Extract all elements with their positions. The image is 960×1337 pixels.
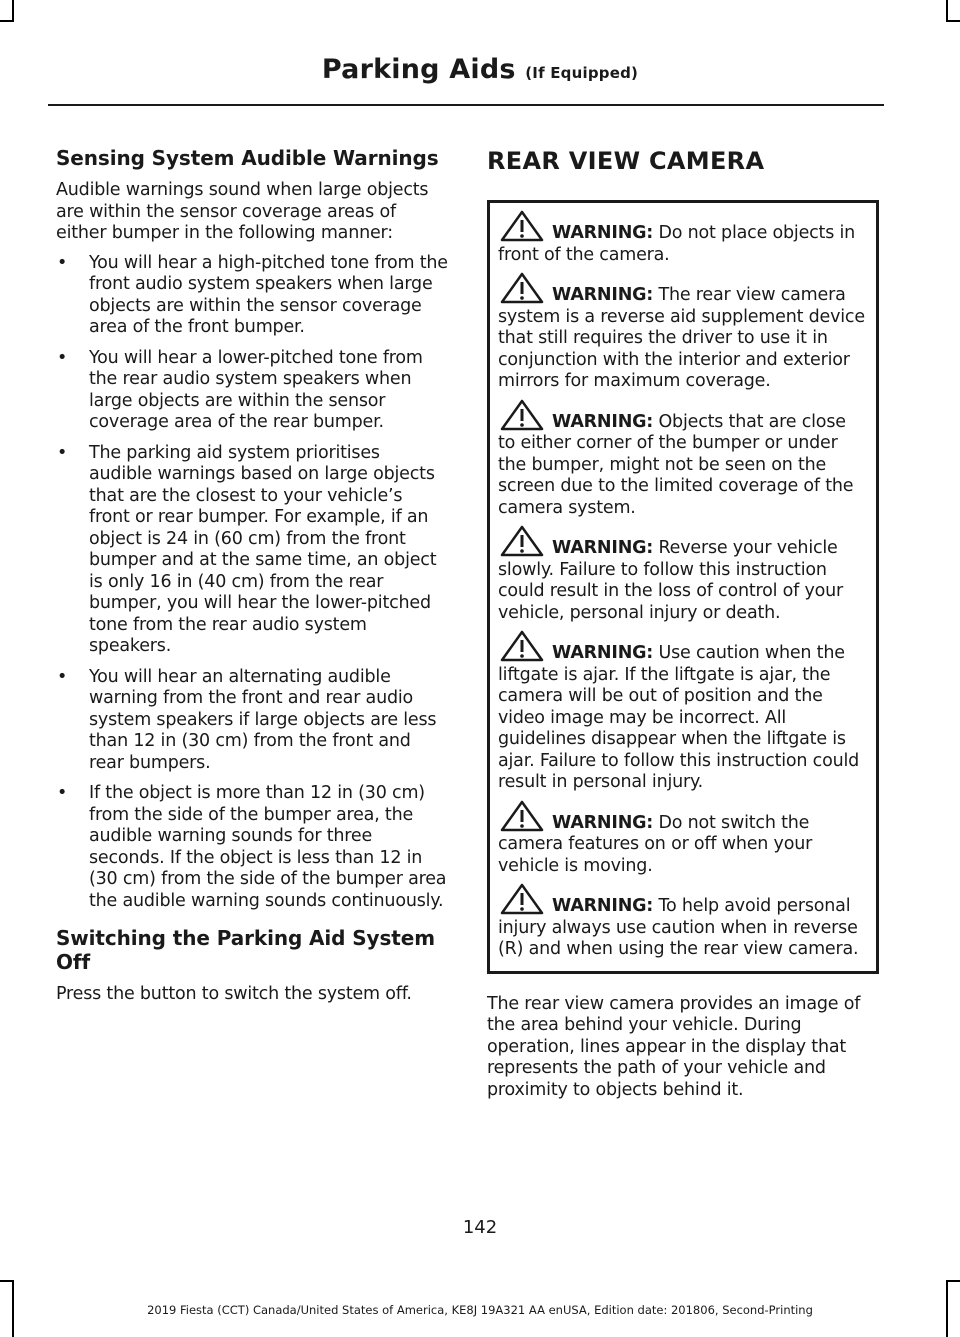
warning-text: Do not switch the camera features on or off when your vehicle is moving. bbox=[498, 812, 813, 876]
warning-item bbox=[498, 643, 868, 794]
warning-triangle-icon bbox=[498, 629, 546, 663]
footer-edition-line: 2019 Fiesta (CCT) Canada/United States of America, KE8J 19A321 AA enUSA, Edition date: 201806, Second-Printing bbox=[147, 1303, 813, 1317]
warning-item bbox=[498, 223, 868, 266]
crop-mark bbox=[12, 0, 14, 22]
crop-mark bbox=[0, 1280, 14, 1282]
warning-triangle-icon bbox=[498, 271, 546, 305]
rear-view-camera-paragraph: The rear view camera provides an image of the area behind your vehicle. During operation, lines appear in the display that represents the path of your vehicle and proximity to objects behind it. bbox=[487, 993, 861, 1100]
bullet-marker: • bbox=[57, 666, 68, 687]
warning-triangle-icon bbox=[498, 799, 546, 833]
warning-triangle-icon bbox=[498, 209, 546, 243]
right-column bbox=[487, 146, 879, 1109]
list-item bbox=[56, 667, 448, 775]
warning-label: WARNING: bbox=[552, 411, 654, 432]
warning-item bbox=[498, 412, 868, 520]
warning-label: WARNING: bbox=[552, 812, 654, 833]
audible-warnings-heading: Sensing System Audible Warnings bbox=[56, 146, 439, 170]
crop-mark bbox=[946, 20, 960, 22]
warning-text: Use caution when the liftgate is ajar. If the liftgate is ajar, the camera will be out of position and the video image may be incorrect. All guidelines disappear when the liftgate is ajar. Failure to follow this instruction could result in personal injury. bbox=[498, 643, 860, 792]
bullet-marker: • bbox=[57, 347, 68, 368]
audible-warnings-list bbox=[56, 253, 448, 913]
rear-view-camera-heading: REAR VIEW CAMERA bbox=[487, 147, 765, 175]
bullet-marker: • bbox=[57, 783, 68, 803]
crop-mark bbox=[946, 0, 948, 22]
list-item-text: If the object is more than 12 in (30 cm) from the side of the bumper area, the audible warning sounds for three seconds. If the object is less than 12 in (30 cm) from the side of the bumper area the audible warning sounds continuously. bbox=[89, 783, 447, 911]
list-item bbox=[56, 783, 448, 912]
list-item-text: You will hear a high-pitched tone from the front audio system speakers when large objects are within the sensor coverage area of the front bumper. bbox=[89, 252, 448, 337]
warning-triangle-icon bbox=[498, 882, 546, 916]
warning-triangle-icon bbox=[498, 398, 546, 432]
warning-text: Objects that are close to either corner of the bumper or under the bumper, might not be seen on the screen due to the limited coverage of the camera system. bbox=[498, 411, 854, 518]
bullet-marker: • bbox=[57, 252, 68, 273]
warning-text: Do not place objects in front of the camera. bbox=[498, 223, 856, 265]
crop-mark bbox=[0, 20, 14, 22]
bullet-marker: • bbox=[57, 442, 68, 463]
left-column bbox=[56, 146, 448, 1014]
switch-off-heading: Switching the Parking Aid System Off bbox=[56, 926, 435, 974]
warning-item bbox=[498, 538, 868, 624]
page-number: 142 bbox=[462, 1217, 498, 1238]
warning-label: WARNING: bbox=[552, 538, 654, 558]
crop-mark bbox=[946, 1280, 960, 1282]
warning-label: WARNING: bbox=[552, 643, 654, 663]
switch-off-paragraph: Press the button to switch the system off. bbox=[56, 984, 412, 1004]
warning-item bbox=[498, 285, 868, 393]
list-item bbox=[56, 348, 448, 434]
warning-item bbox=[498, 896, 868, 961]
warning-label: WARNING: bbox=[552, 285, 654, 305]
audible-warnings-intro: Audible warnings sound when large objects are within the sensor coverage areas of either bumper in the following manner: bbox=[56, 180, 429, 243]
warning-label: WARNING: bbox=[552, 896, 654, 916]
warning-text: The rear view camera system is a reverse aid supplement device that still requires the driver to use it in conjunction with the interior and exterior mirrors for maximum coverage. bbox=[498, 285, 865, 391]
warning-label: WARNING: bbox=[552, 223, 654, 243]
list-item-text: You will hear an alternating audible warning from the front and rear audio system speakers if large objects are less than 12 in (30 cm) from the front and rear bumpers. bbox=[89, 666, 437, 773]
page-title bbox=[0, 54, 960, 85]
warning-triangle-icon bbox=[498, 524, 546, 558]
list-item-text: The parking aid system prioritises audible warnings based on large objects that are the closest to your vehicle’s front or rear bumper. For example, if an object is 24 in (60 cm) from the front bumper and at the same time, an object is only 16 in (40 cm) from the rear bumper, you will hear the lower-pitched tone from the rear audio system speakers. bbox=[89, 442, 437, 656]
page-title-main: Parking Aids bbox=[321, 54, 516, 85]
header-rule bbox=[48, 104, 884, 106]
warnings-box bbox=[487, 200, 879, 974]
list-item bbox=[56, 443, 448, 658]
warning-item bbox=[498, 813, 868, 878]
page-title-subtitle: (If Equipped) bbox=[525, 64, 639, 82]
warning-text: Reverse your vehicle slowly. Failure to follow this instruction could result in the loss of control of your vehicle, personal injury or death. bbox=[498, 538, 844, 623]
warning-text: To help avoid personal injury always use caution when in reverse (R) and when using the rear view camera. bbox=[498, 896, 859, 959]
list-item bbox=[56, 253, 448, 339]
list-item-text: You will hear a lower-pitched tone from the rear audio system speakers when large objects are within the sensor coverage area of the rear bumper. bbox=[89, 347, 423, 432]
